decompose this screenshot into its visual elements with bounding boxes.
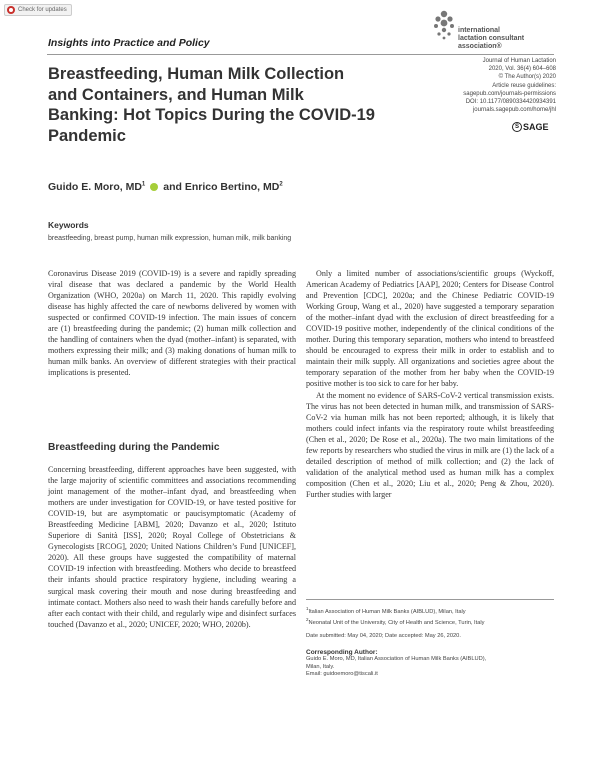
corresponding-author-heading: Corresponding Author:: [306, 648, 378, 656]
corresponding-author-line: Guido E. Moro, MD, Italian Association of Human Milk Banks (AIBLUD),: [306, 656, 487, 663]
check-for-updates-badge[interactable]: [4, 4, 72, 16]
submission-dates: Date submitted: May 04, 2020; Date accepted: May 26, 2020.: [306, 632, 461, 639]
author-2-affiliation-sup: 2: [279, 181, 283, 188]
body-text-left: [48, 464, 296, 630]
ilca-logo-line: association®: [458, 43, 502, 50]
journal-name: Journal of Human Lactation: [482, 58, 556, 64]
header-divider: [47, 54, 554, 55]
author-line: [48, 181, 283, 193]
footnotes: [306, 605, 556, 679]
body-paragraph: Concerning breastfeeding, different approaches have been suggested, with the large majority of scientific committees and associations recommending joint management of the mother–infant dyad, and breastfeeding when mothers are under investigation for COVID-19, or have tested positive for COVID-19, but are asymptomatic or paucisymptomatic (Academy of Breastfeeding Medicine [ABM], 2020; Davanzo et al., 2020; Istituto Superiore di Sanità [ISS], 2020; Royal College of Obstetricians & Gynecologists [RCOG], 2020; United Nations Children’s Fund [UNICEF], 2020). All these groups have suggested the compatibility of maternal COVID-19 infection with breastfeeding. Mothers who decide to breastfeed their infants should practice respiratory hygiene, including wearing a surgical mask covering their mouth and nose during breastfeeding and intimate contact. Mothers also need to wash their hands carefully before and after each contact with their child, and regularly wipe and disinfect surfaces touched (Davanzo et al., 2020; UNICEF, 2020; WHO, 2020b).: [48, 465, 296, 629]
footnote-divider: [306, 599, 554, 600]
permissions-link[interactable]: sagepub.com/journals-permissions: [463, 90, 556, 97]
journal-metadata: [400, 57, 556, 114]
affiliation-1: $^1$Italian Association of Human Milk Banks (AIBLUD), Milan, Italy: [306, 606, 466, 615]
sage-logo: [512, 122, 549, 132]
section-label: Insights into Practice and Policy: [48, 37, 210, 49]
abstract-text: Coronavirus Disease 2019 (COVID-19) is a severe and rapidly spreading viral disease that was declared a pandemic by the World Health Organization (WHO, 2020a) on March 11, 2020. This rapidly evolving disease has highly affected the care of newborns delivered by women with suspected or confirmed COVID-19 infection. The main issues of concern are (1) breastfeeding during the pandemic; (2) human milk collection and the handling of containers when the dyad (mother–infant) is separated, with mothers expressing their milk; and (3) making donations of human milk to human milk banks. An overview of different strategies with their practical implications is presented.: [48, 269, 296, 378]
body-text-right: [306, 268, 554, 500]
author-1-affiliation-sup: 1: [141, 181, 146, 188]
corresponding-author-line: Milan, Italy.: [306, 663, 335, 670]
keywords-list: breastfeeding, breast pump, human milk expression, human milk, milk banking: [48, 235, 292, 242]
author-2[interactable]: and Enrico Bertino, $MD^2$: [163, 181, 283, 193]
body-paragraph: Only a limited number of associations/scientific groups (Wyckoff, American Academy of Pediatrics [AAP], 2020; Centers for Disease Control and Prevention [CDC], 2020a; and the Chinese Pediatric COVID-19 Working Group, Wang et al., 2020) have suggested a temporary separation of the mother–infant dyad with the exclusion of direct breastfeeding for a COVID-19 positive mother, independently of the clinical conditions of the mother. During this temporary separation, mothers who intend to breastfeed should be encouraged to express their milk in order to establish and to maintain their milk supply. All organizations and societies agree about the temporary separation of the mother from her baby when the COVID-19 positive mother is too sick to care for her baby.: [306, 269, 554, 389]
sage-logo-text: SAGE: [523, 122, 549, 132]
author-1[interactable]: Guido E. Moro, $MD^1$: [48, 181, 146, 193]
section-heading-breastfeeding: Breastfeeding during the Pandemic: [48, 442, 220, 453]
orcid-icon[interactable]: [150, 183, 158, 191]
check-for-updates-label: Check for updates: [18, 7, 67, 13]
article-title: Breastfeeding, Human Milk Collection and Containers, and Human Milk Banking: Hot Topics During the COVID-19 Pandemic: [48, 65, 375, 145]
crossmark-icon: [7, 6, 15, 14]
corresponding-author-email[interactable]: Email: guidoemoro@tiscali.it: [306, 671, 378, 678]
ilca-logo-line: international: [458, 27, 501, 34]
ilca-logo-text: [458, 27, 524, 51]
keywords-heading: Keywords: [48, 220, 89, 230]
affiliation-2: $^2$Neonatal Unit of the University, City of Health and Science, Turin, Italy: [306, 617, 485, 627]
copyright-line: © The Author(s) 2020: [498, 74, 556, 81]
body-paragraph: At the moment no evidence of SARS-CoV-2 vertical transmission exists. The virus has not been detected in human milk, and transmission of SARS-CoV-2 via human milk has not been reported; although, it is likely that mothers could infect infants via the respiratory route whilst breastfeeding (Chen et al., 2020; De Rose et al., 2020a). The two main limitations of the few reports by researchers who studied the virus in milk are (1) the lack of a detailed description of method of milk collection; and (2) the lack of validation of the analytical method used as human milk has a complex composition (Chen et al., 2020; Liu et al., 2020; Peng & Zhou, 2020). Further studies with larger: [306, 390, 554, 499]
abstract-paragraph: [48, 268, 296, 378]
journal-volume: 2020, Vol. 36(4) 604–608: [488, 66, 556, 73]
journal-home-link[interactable]: journals.sagepub.com/home/jhl: [472, 107, 556, 114]
ilca-logo-line: lactation consultant: [458, 35, 525, 42]
reuse-guidelines-label: Article reuse guidelines:: [492, 82, 556, 89]
doi-link[interactable]: DOI: 10.1177/0890334420934391: [465, 99, 556, 106]
sage-s-icon: S: [512, 122, 522, 132]
